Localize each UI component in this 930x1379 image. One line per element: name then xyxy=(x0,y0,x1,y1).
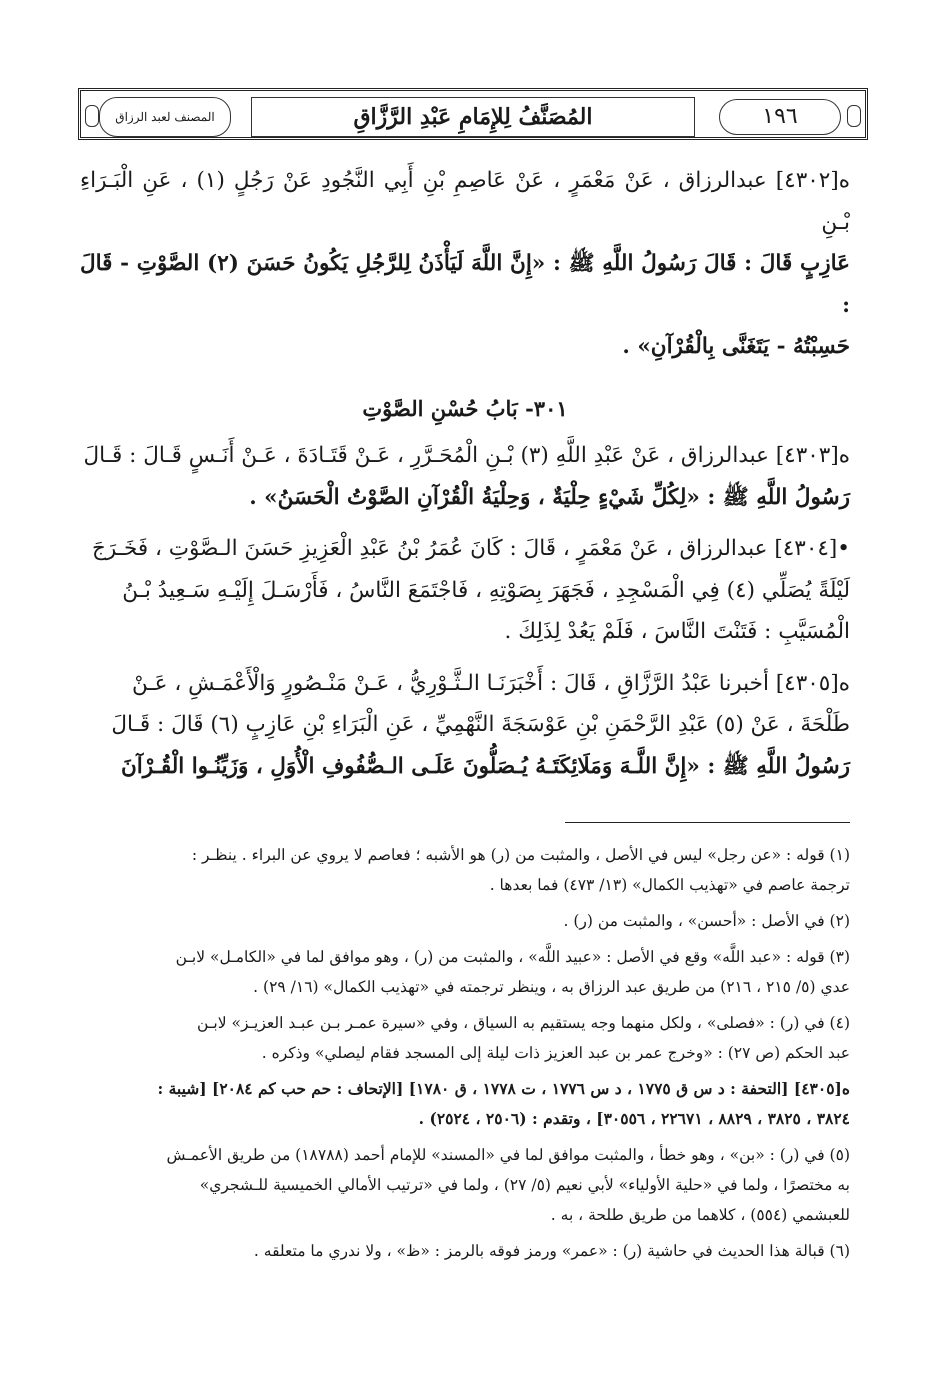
hadith-line: عَازِبٍ قَالَ : قَالَ رَسُولُ اللَّهِ ﷺ : «إِنَّ اللَّهَ لَيَأْذَنُ لِلرَّجُلِ يَكُونُ حَسَنَ (٢) الصَّوْتِ - قَالَ : xyxy=(80,251,850,318)
footnote-line: (٢) في الأصل : «أحسن» ، والمثبت من (ر) . xyxy=(563,912,850,930)
footnote-1 xyxy=(80,840,850,900)
footnote-line: ٣٨٢٤ ، ٣٨٢٥ ، ٨٨٢٩ ، ٢٢٦٧١ ، ٣٠٥٥٦] ، وتقدم : (٢٥٠٦ ، ٢٥٢٤) . xyxy=(418,1109,850,1128)
footnote-line: (٤) في (ر) : «فصلى» ، ولكل منهما وجه يستقيم به السياق ، وفي «سيرة عمـر بـن عبـد العزيـز» لابـن xyxy=(197,1014,850,1032)
hadith-line: ه[٤٣٠٣] عبدالرزاق ، عَنْ عَبْدِ اللَّهِ (٣) بْـنِ الْمُحَـرَّرِ ، عَـنْ قَتَـادَةَ ، عَـنْ أَنَـسٍ قَـالَ : قَـالَ xyxy=(83,443,850,468)
ornament-icon xyxy=(85,105,99,127)
page-header xyxy=(78,88,868,140)
footnote-line: به مختصرًا ، ولما في «حلية الأولياء» لأبي نعيم (٥/ ٢٧) ، ولما في «ترتيب الأمالي الخميسية للـشجري» xyxy=(199,1176,850,1194)
hadith-line: لَيْلَةً يُصَلِّي (٤) فِي الْمَسْجِدِ ، فَجَهَرَ بِصَوْتِهِ ، فَاجْتَمَعَ النَّاسُ ، فَأَرْسَـلَ إِلَيْـهِ سَـعِيدُ بْـنُ xyxy=(122,577,850,603)
footnote-6 xyxy=(80,1236,850,1266)
footnote-5 xyxy=(80,1140,850,1230)
footnote-line: ترجمة عاصم في «تهذيب الكمال» (١٣/ ٤٧٣) فما بعدها . xyxy=(489,876,850,894)
footnotes xyxy=(80,840,850,1272)
running-title: المُصَنَّفُ لِلإِمَامِ عَبْدِ الرَّزَّاقِ xyxy=(251,97,695,137)
footnote-line: للعبشمي (٥٥٤) ، كلاهما من طريق طلحة ، به . xyxy=(550,1206,850,1224)
footnote-2 xyxy=(80,906,850,936)
footnote-line: عبد الحكم (ص ٢٧) : «وخرج عمر بن عبد العزيز ذات ليلة إلى المسجد فقام ليصلي» وذكره . xyxy=(261,1044,850,1062)
hadith-line: رَسُولُ اللَّهِ ﷺ : «لِكُلِّ شَيْءٍ حِلْيَةٌ ، وَحِلْيَةُ الْقُرْآنِ الصَّوْتُ الْحَسَنُ» . xyxy=(249,484,850,510)
hadith-4305 xyxy=(80,663,850,788)
hadith-4303 xyxy=(80,435,850,518)
footnote-line: (٣) قوله : «عبد اللَّه» وقع في الأصل : «عبيد اللَّه» ، والمثبت من (ر) ، وهو موافق لما في «الكامـل» لابـن xyxy=(175,948,850,966)
footnote-line: (٥) في (ر) : «بن» ، وهو خطأ ، والمثبت موافق لما في «المسند» للإمام أحمد (١٨٧٨٨) من طريق الأعمـش xyxy=(166,1146,850,1164)
footnote-3 xyxy=(80,942,850,1002)
chapter-heading: ٣٠١- بَابُ حُسْنِ الصَّوْتِ xyxy=(362,395,568,421)
footnote-line: (١) قوله : «عن رجل» ليس في الأصل ، والمثبت من (ر) هو الأشبه ؛ فعاصم لا يروي عن البراء . ينظـر : xyxy=(191,846,850,864)
hadith-4302 xyxy=(80,160,850,368)
footnote-4 xyxy=(80,1008,850,1068)
page-number: ١٩٦ xyxy=(719,99,841,135)
publisher-logo: المصنف لعبد الرزاق xyxy=(99,97,231,137)
footnote-line: (٦) قبالة هذا الحديث في حاشية (ر) : «عمر» ورمز فوقه بالرمز : «ظ» ، ولا ندري ما متعلقه . xyxy=(253,1242,850,1260)
takhrij-4305 xyxy=(80,1074,850,1134)
hadith-line: حَسِبْتُهُ - يَتَغَنَّى بِالْقُرْآنِ» . xyxy=(622,334,850,359)
hadith-line: ه[٤٣٠٢] عبدالرزاق ، عَنْ مَعْمَرٍ ، عَنْ عَاصِمِ بْنِ أَبِي النَّجُودِ عَنْ رَجُلٍ (١) ، عَنِ الْبَـرَاءِ بْـنِ xyxy=(80,168,850,235)
hadith-line: ه[٤٣٠٥] أخبرنا عَبْدُ الرَّزَّاقِ ، قَالَ : أَخْبَرَنَـا الـثَّـوْرِيُّ ، عَـنْ مَنْـصُورٍ وَالْأَعْمَـشِ ، عَـنْ xyxy=(132,670,850,696)
ornament-icon xyxy=(847,105,861,127)
footnote-line: ه[٤٣٠٥] [التحفة : د س ق ١٧٧٥ ، د س ١٧٧٦ ، ت ١٧٧٨ ، ق ١٧٨٠] [الإتحاف : حم حب كم ٢٠٨٤] [شيبة : xyxy=(157,1079,850,1098)
hadith-line: رَسُولُ اللَّهِ ﷺ : «إِنَّ اللَّـهَ وَمَلَائِكَتَـهُ يُـصَلُّونَ عَلَـى الـصُّفُوفِ الْأُوَلِ ، وَزَيِّنُـوا الْقُـرْآنَ xyxy=(120,753,850,779)
hadith-4304 xyxy=(80,528,850,653)
hadith-line: الْمُسَيَّبِ : فَتَنْتَ النَّاسَ ، فَلَمْ يَعُدْ لِذَلِكَ . xyxy=(504,619,850,644)
hadith-line: •[٤٣٠٤] عبدالرزاق ، عَنْ مَعْمَرٍ ، قَالَ : كَانَ عُمَرُ بْنُ عَبْدِ الْعَزِيزِ حَسَنَ الـصَّوْتِ ، فَخَـرَجَ xyxy=(91,536,850,561)
main-text xyxy=(80,160,850,797)
hadith-line: طَلْحَةَ ، عَنْ (٥) عَبْدِ الرَّحْمَنِ بْنِ عَوْسَجَةَ النَّهْمِيِّ ، عَنِ الْبَرَاءِ بْنِ عَازِبٍ (٦) قَالَ : قَـالَ xyxy=(111,712,850,737)
footnote-line: عدي (٥/ ٢١٥ ، ٢١٦) من طريق عبد الرزاق به ، وينظر ترجمته في «تهذيب الكمال» (١٦/ ٢٩) . xyxy=(253,978,850,996)
footnote-divider xyxy=(565,822,850,823)
